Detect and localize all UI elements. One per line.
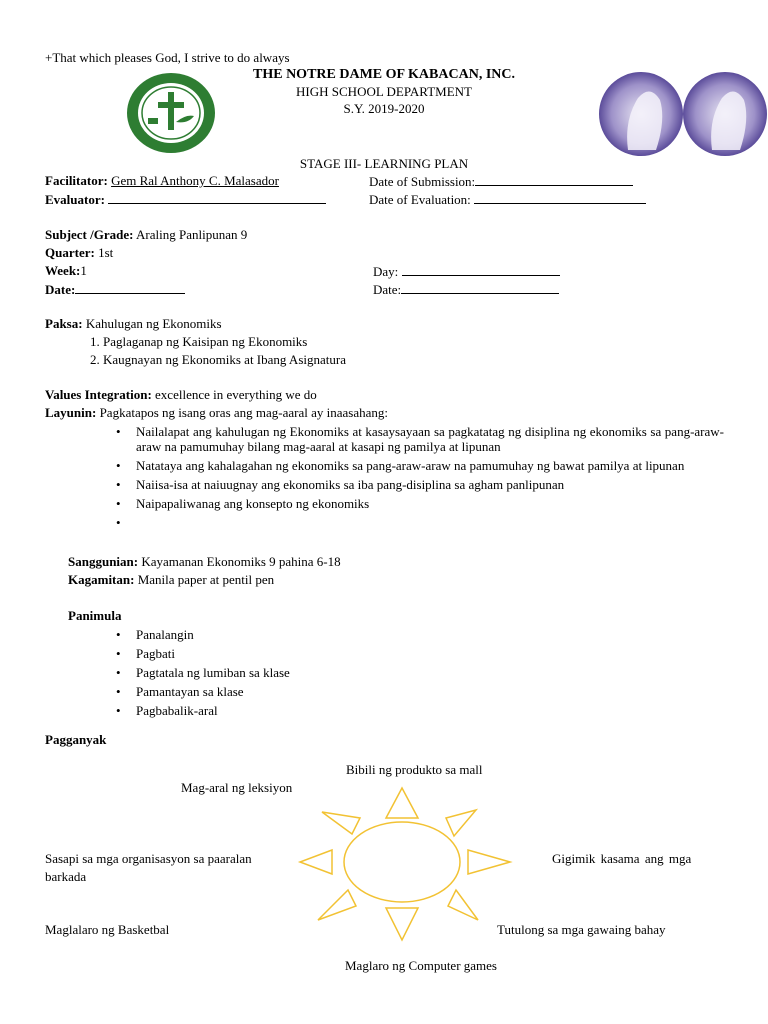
panimula-item: • Pagbabalik-aral bbox=[112, 703, 512, 718]
panimula-item: • Pamantayan sa klase bbox=[112, 684, 512, 699]
activity-label-lower-left: Maglalaro ng Basketbal bbox=[45, 922, 170, 937]
layunin-item bbox=[112, 515, 724, 530]
day-row bbox=[373, 263, 560, 279]
date-label: Date: bbox=[45, 282, 76, 297]
paksa-label: Paksa: bbox=[45, 316, 83, 331]
layunin-value: Pagkatapos ng isang oras ang mag-aaral ay inaasahang: bbox=[99, 405, 388, 420]
layunin-list bbox=[112, 424, 724, 530]
school-name: THE NOTRE DAME OF KABACAN, INC. bbox=[253, 67, 515, 82]
sun-ray-lower-left bbox=[318, 890, 356, 920]
date-row-right bbox=[373, 281, 559, 297]
kagamitan-label: Kagamitan: bbox=[68, 572, 135, 587]
submission-row bbox=[369, 173, 633, 189]
activity-label-bottom: Maglaro ng Computer games bbox=[345, 958, 497, 973]
values-value: excellence in everything we do bbox=[155, 387, 317, 402]
kagamitan-value: Manila paper at pentil pen bbox=[137, 572, 275, 587]
day-blank[interactable] bbox=[402, 263, 560, 276]
week-label: Week: bbox=[45, 263, 81, 278]
layunin-item: • Naiisa-isa at naiuugnay ang ekonomiks sa iba pang-disiplina sa agham panlipunan bbox=[112, 477, 724, 492]
sun-center-ellipse bbox=[344, 822, 460, 902]
sun-ray-lower-right bbox=[448, 890, 478, 920]
date-label-right: Date: bbox=[373, 282, 402, 297]
facilitator-label: Facilitator: bbox=[45, 173, 108, 188]
activity-label-lower-right: Tutulong sa mga gawaing bahay bbox=[497, 922, 666, 937]
activity-label-top: Bibili ng produkto sa mall bbox=[346, 762, 483, 777]
evaluation-row bbox=[369, 191, 646, 207]
school-seal-logo bbox=[126, 72, 216, 154]
sun-ray-left bbox=[300, 850, 332, 874]
day-label: Day: bbox=[373, 264, 399, 279]
paksa-item: 1. Paglaganap ng Kaisipan ng Ekonomiks bbox=[90, 334, 308, 349]
paksa-value: Kahulugan ng Ekonomiks bbox=[85, 316, 222, 331]
kagamitan-row bbox=[68, 572, 274, 587]
sun-ray-upper-left bbox=[322, 812, 360, 834]
subject-row bbox=[45, 227, 247, 242]
activity-label-left: Sasapi sa mga organisasyon sa paaralan bbox=[45, 851, 252, 866]
layunin-item: • Naipapaliwanag ang konsepto ng ekonomiks bbox=[112, 496, 724, 511]
submission-blank[interactable] bbox=[475, 173, 633, 186]
submission-label: Date of Submission: bbox=[369, 174, 476, 189]
facilitator-value: Gem Ral Anthony C. Malasador bbox=[111, 173, 279, 188]
layunin-item: • Natataya ang kahalagahan ng ekonomiks sa pang-araw-araw na pamumuhay ng bawat pamilya at lipunan bbox=[112, 458, 724, 473]
evaluation-label: Date of Evaluation: bbox=[369, 192, 471, 207]
sanggunian-label: Sanggunian: bbox=[68, 554, 139, 569]
sun-diagram bbox=[280, 780, 520, 945]
plan-title: STAGE III- LEARNING PLAN bbox=[299, 156, 469, 171]
panimula-heading: Panimula bbox=[68, 608, 122, 623]
panimula-item: • Panalangin bbox=[112, 627, 512, 642]
layunin-label: Layunin: bbox=[45, 405, 97, 420]
sanggunian-value: Kayamanan Ekonomiks 9 pahina 6-18 bbox=[141, 554, 341, 569]
evaluator-row bbox=[45, 191, 326, 207]
evaluation-blank[interactable] bbox=[474, 191, 646, 204]
quarter-label: Quarter: bbox=[45, 245, 95, 260]
motto: +That which pleases God, I strive to do always bbox=[45, 50, 290, 65]
activity-label-right: Gigimik kasama ang mga bbox=[552, 851, 692, 866]
activity-label-left-2: barkada bbox=[45, 869, 87, 884]
week-row bbox=[45, 263, 87, 278]
evaluator-label: Evaluator: bbox=[45, 192, 105, 207]
layunin-item: • Nailalapat ang kahulugan ng Ekonomiks at kasaysayaan sa pagkatatag ng disiplina ng ekonomiks sa pang-araw-araw na pamumuhay bilang mag-aaral at kasapi ng pamilya at lipunan bbox=[112, 424, 724, 454]
panimula-item: • Pagbati bbox=[112, 646, 512, 661]
school-year: S.Y. 2019-2020 bbox=[343, 101, 425, 116]
pagganyak-heading: Pagganyak bbox=[45, 732, 107, 747]
quarter-value: 1st bbox=[98, 245, 114, 260]
sun-ray-upper-right bbox=[446, 810, 476, 836]
date-blank[interactable] bbox=[75, 281, 185, 294]
week-value: 1 bbox=[80, 263, 87, 278]
sanggunian-row bbox=[68, 554, 341, 569]
panimula-list bbox=[112, 627, 512, 718]
sun-ray-bottom bbox=[386, 908, 418, 940]
activity-label-upper-left: Mag-aral ng leksiyon bbox=[181, 780, 293, 795]
evaluator-blank[interactable] bbox=[108, 191, 326, 204]
madonna-medallion-images bbox=[598, 70, 768, 158]
paksa-row bbox=[45, 316, 222, 331]
date-row bbox=[45, 281, 185, 297]
panimula-item: • Pagtatala ng lumiban sa klase bbox=[112, 665, 512, 680]
sun-ray-right bbox=[468, 850, 510, 874]
date-blank-right[interactable] bbox=[401, 281, 559, 294]
facilitator-row bbox=[45, 173, 279, 188]
subject-value: Araling Panlipunan 9 bbox=[136, 227, 248, 242]
department: HIGH SCHOOL DEPARTMENT bbox=[296, 84, 472, 99]
sun-ray-top bbox=[386, 788, 418, 818]
layunin-row bbox=[45, 405, 388, 420]
subject-label: Subject /Grade: bbox=[45, 227, 134, 242]
paksa-item: 2. Kaugnayan ng Ekonomiks at Ibang Asignatura bbox=[90, 352, 346, 367]
values-row bbox=[45, 387, 317, 402]
quarter-row bbox=[45, 245, 113, 260]
values-label: Values Integration: bbox=[45, 387, 152, 402]
